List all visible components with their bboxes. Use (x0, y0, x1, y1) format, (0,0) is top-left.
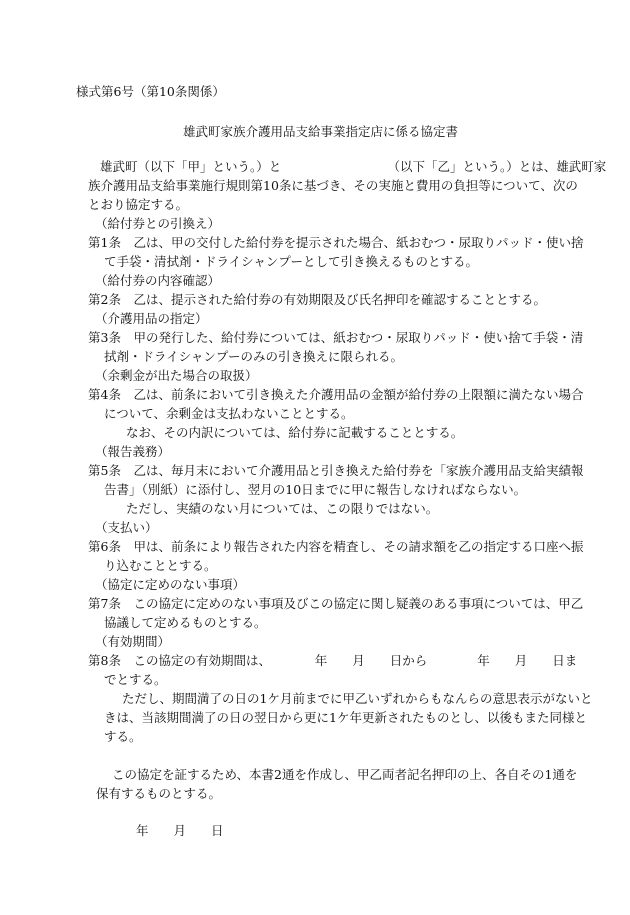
article-line: きは、当該期間満了の日の翌日から更に1ケ年更新されたものとし、以後もまた同様と (104, 710, 587, 725)
article-line: 拭剤・ドライシャンプーのみの引き換えに限られる。 (104, 349, 404, 364)
article-caption: （協定に定めのない事項） (95, 577, 246, 592)
article-line: ただし、実績のない月については、この限りではない。 (126, 501, 439, 516)
closing-line: 保有するものとする。 (96, 786, 222, 801)
article-line: り込むこととする。 (104, 558, 217, 573)
article-line: ただし、期間満了の日の1ケ月前までに甲乙いずれからもなんらの意思表示がないと (122, 691, 593, 706)
article-line: 第8条 この協定の有効期間は、 年 月 日から 年 月 日ま (88, 653, 578, 668)
preamble-line: 族介護用品支給事業施行規則第10条に基づき、その実施と費用の負担等について、次の (88, 178, 578, 193)
article-caption: （支払い） (95, 520, 158, 535)
article-caption: （介護用品の指定） (95, 311, 208, 326)
article-line: 第7条 この協定に定めのない事項及びこの協定に関し疑義のある事項については、甲乙 (88, 596, 584, 611)
article-line: 第4条 乙は、前条において引き換えた介護用品の金額が給付券の上限額に満たない場合 (88, 387, 584, 402)
article-line: 第2条 乙は、提示された給付券の有効期限及び氏名押印を確認することとする。 (88, 292, 546, 307)
article-line: でとする。 (104, 672, 167, 687)
closing-line: この協定を証するため、本書2通を作成し、甲乙両者記名押印の上、各自その1通を (112, 767, 578, 782)
article-line: 告書」（別紙）に添付し、翌月の10日までに甲に報告しなければならない。 (104, 482, 527, 497)
article-line: 協議して定めるものとする。 (104, 615, 267, 630)
article-caption: （給付券との引換え） (95, 216, 221, 231)
article-line: て手袋・清拭剤・ドライシャンプーとして引き換えるものとする。 (104, 254, 479, 269)
article-line: 第6条 甲は、前条により報告された内容を精査し、その請求額を乙の指定する口座へ振 (88, 539, 584, 554)
article-caption: （有効期間） (95, 634, 171, 649)
form-number: 様式第6号（第10条関係） (76, 84, 225, 99)
article-line: 第3条 甲の発行した、給付券については、紙おむつ・尿取りパッド・使い捨て手袋・清 (88, 330, 584, 345)
date-line: 年 月 日 (136, 823, 224, 838)
article-line: なお、その内訳については、給付券に記載することとする。 (126, 425, 464, 440)
preamble-line: とおり協定する。 (88, 197, 189, 212)
article-caption: （報告義務） (95, 444, 171, 459)
article-line: する。 (104, 729, 142, 744)
article-caption: （余剰金が出た場合の取扱） (95, 368, 258, 383)
article-line: 第5条 乙は、毎月末において介護用品と引き換えた給付券を「家族介護用品支給実績報 (88, 463, 584, 478)
document-title: 雄武町家族介護用品支給事業指定店に係る協定書 (183, 124, 459, 139)
article-line: について、余剰金は支払わないこととする。 (104, 406, 354, 421)
article-caption: （給付券の内容確認） (95, 273, 221, 288)
preamble-line: 雄武町（以下「甲」という。）と （以下「乙」という。）とは、雄武町家 (100, 159, 607, 174)
article-line: 第1条 乙は、甲の交付した給付券を提示された場合、紙おむつ・尿取りパッド・使い捨 (88, 235, 584, 250)
